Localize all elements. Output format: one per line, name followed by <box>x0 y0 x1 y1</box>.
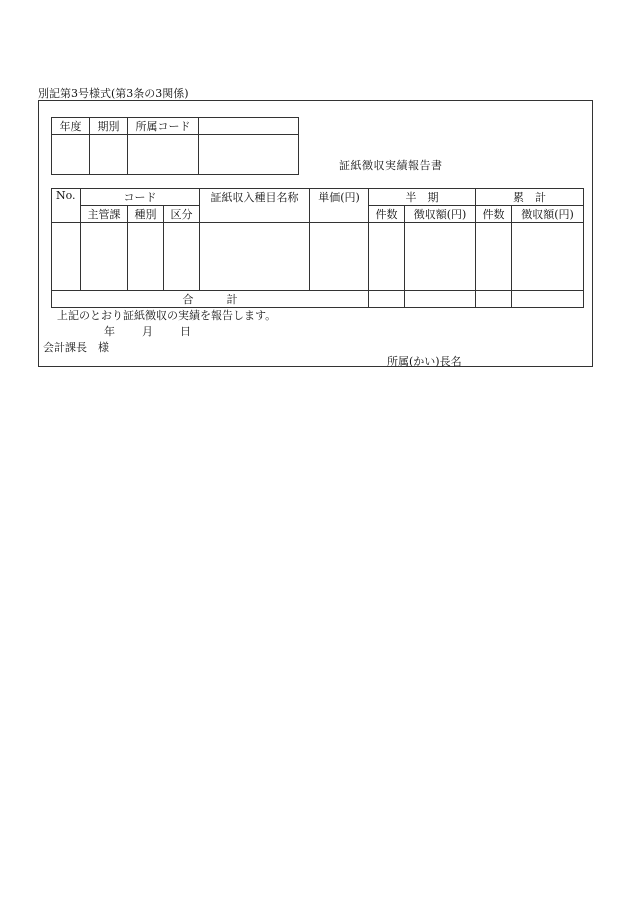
unit-price-header: 単価(円) <box>310 189 369 223</box>
dept-code-header: 所属コード <box>128 118 199 135</box>
type-header: 種別 <box>128 206 164 223</box>
fiscal-year-header: 年度 <box>52 118 90 135</box>
table-row <box>52 223 584 291</box>
total-cumulative-amount-cell[interactable] <box>512 291 584 308</box>
cumulative-count-cell[interactable] <box>476 223 512 291</box>
date-line <box>104 323 191 339</box>
period-header: 期別 <box>90 118 128 135</box>
dept-code-extra-header <box>199 118 299 135</box>
year-label: 年 <box>104 325 115 338</box>
item-name-cell[interactable] <box>200 223 310 291</box>
total-half-count-cell[interactable] <box>369 291 405 308</box>
cumulative-amount-cell[interactable] <box>512 223 584 291</box>
total-cumulative-count-cell[interactable] <box>476 291 512 308</box>
half-period-header: 半 期 <box>369 189 476 206</box>
code-header: コード <box>81 189 200 206</box>
header-info-table <box>51 117 299 175</box>
half-amount-cell[interactable] <box>405 223 476 291</box>
half-count-header: 件数 <box>369 206 405 223</box>
addressee: 会計課長 様 <box>43 341 109 354</box>
dept-code-cell[interactable] <box>128 135 199 175</box>
unit-price-cell[interactable] <box>310 223 369 291</box>
managing-section-cell[interactable] <box>81 223 128 291</box>
item-name-header: 証紙収入種目名称 <box>200 189 310 223</box>
total-row <box>52 291 584 308</box>
report-statement: 上記のとおり証紙徴収の実績を報告します。 <box>57 309 277 322</box>
total-half-amount-cell[interactable] <box>405 291 476 308</box>
fiscal-year-cell[interactable] <box>52 135 90 175</box>
document-title: 証紙徴収実績報告書 <box>339 159 443 172</box>
half-count-cell[interactable] <box>369 223 405 291</box>
no-header: No. <box>52 189 81 223</box>
total-label: 合 計 <box>52 291 369 308</box>
category-cell[interactable] <box>164 223 200 291</box>
form-frame <box>38 100 593 367</box>
no-cell[interactable] <box>52 223 81 291</box>
cumulative-count-header: 件数 <box>476 206 512 223</box>
collection-report-table <box>51 188 584 308</box>
month-label: 月 <box>142 325 153 338</box>
day-label: 日 <box>180 325 191 338</box>
dept-code-extra-cell[interactable] <box>199 135 299 175</box>
type-cell[interactable] <box>128 223 164 291</box>
period-cell[interactable] <box>90 135 128 175</box>
half-amount-header: 徴収額(円) <box>405 206 476 223</box>
form-caption: 別記第3号様式(第3条の3関係) <box>38 87 189 100</box>
managing-section-header: 主管課 <box>81 206 128 223</box>
cumulative-amount-header: 徴収額(円) <box>512 206 584 223</box>
cumulative-header: 累 計 <box>476 189 584 206</box>
category-header: 区分 <box>164 206 200 223</box>
signature-line: 所属(かい)長名 <box>387 355 462 368</box>
